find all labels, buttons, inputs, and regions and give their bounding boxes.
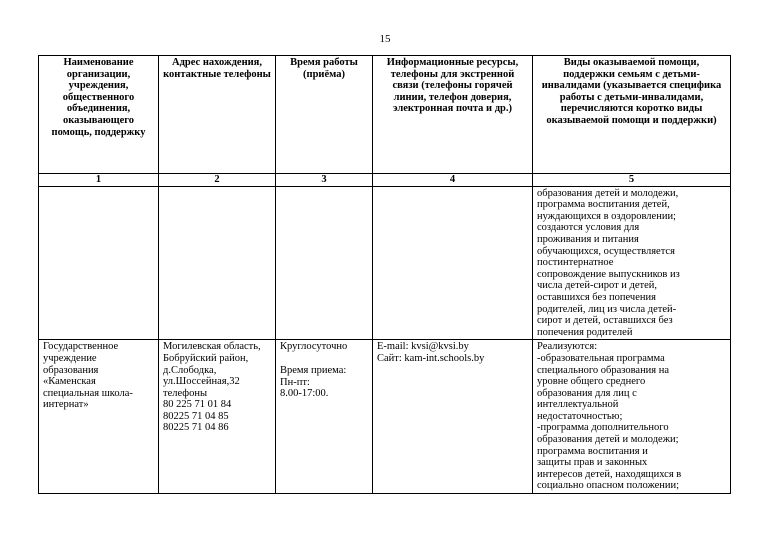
row2-info-cell [373,340,533,494]
row1-address-cell [159,186,276,340]
row1-hours-cell [276,186,373,340]
header-address: Адрес нахождения, контактные телефоны [159,56,276,174]
column-number-3: 3 [276,174,373,187]
help-line: попечения родителей [537,326,633,338]
help-line: интеллектуальной [537,399,619,411]
help-line: социально опасном положении; [537,480,680,492]
column-number-2: 2 [159,174,276,187]
address-line: Могилевская область, [163,341,261,353]
row1-help-cell [533,186,731,340]
row2-organization-cell [39,340,159,494]
header-info-resources: Информационные ресурсы, телефоны для экстренной связи (телефоны горячей линии, телефон доверия, электронная почта и др.) [373,56,533,174]
help-line: недостаточностью; [537,410,623,422]
address-line: Бобруйский район, [163,352,249,364]
column-number-5: 5 [533,174,731,187]
help-line: сопровождение выпускников из [537,268,680,280]
help-line: нуждающихся в оздоровлении; [537,210,676,222]
header-hours: Время работы (приёма) [276,56,373,174]
phone-number: 80225 71 04 85 [163,410,229,422]
column-numbers-row [39,174,731,187]
header-help-types: Виды оказываемой помощи, поддержки семьям с детьми-инвалидами (указывается специфика работы с детьми-инвалидами, перечисляются коротко виды оказываемой помощи и поддержки) [533,56,731,174]
help-line: программа воспитания детей, [537,199,670,211]
help-line: сирот и детей, оставшихся без [537,315,673,327]
help-line: защиты прав и законных [537,457,648,469]
row2-help-cell [533,340,731,494]
help-line: образования детей и молодежи, [537,187,679,199]
help-line: постинтернатное [537,257,614,269]
row2-address-cell [159,340,276,494]
organization-line: образования [43,364,99,376]
email-link[interactable]: E-mail: kvsi@kvsi.by [377,341,469,353]
help-line: родителей, лиц из числа детей- [537,303,677,315]
help-line: оставшихся без попечения [537,291,656,303]
hours-label: Время приема: [280,364,347,376]
table-row [39,186,731,340]
column-number-1: 1 [39,174,159,187]
hours-time: 8.00-17:00. [280,388,329,400]
address-line: д.Слободка, [163,364,217,376]
hours-main: Круглосуточно [280,341,348,353]
address-line: телефоны [163,387,208,399]
help-line: образования детей и молодежи; [537,434,679,446]
row1-organization-cell [39,186,159,340]
hours-gap [280,353,368,365]
organization-line: Государственное [43,341,119,353]
table-row [39,340,731,494]
hours-days: Пн-пт: [280,376,310,388]
address-line: ул.Шоссейная,32 [163,376,240,388]
organization-line: учреждение [43,352,97,364]
help-line: Реализуются: [537,341,598,353]
organization-line: «Каменская [43,376,96,388]
support-organizations-table [38,55,731,494]
organization-line: специальная школа- [43,387,133,399]
help-line: специального образования на [537,364,670,376]
row2-hours-cell [276,340,373,494]
help-line: образования для лиц с [537,387,637,399]
phone-number: 80 225 71 01 84 [163,399,232,411]
help-line: программа воспитания и [537,445,648,457]
help-line: создаются условия для [537,222,640,234]
header-row [39,56,731,174]
column-number-4: 4 [373,174,533,187]
help-line: -программа дополнительного [537,422,669,434]
phone-number: 80225 71 04 86 [163,422,229,434]
page-number: 15 [379,33,391,45]
website-link[interactable]: Сайт: kam-int.schools.by [377,352,485,364]
help-line: обучающихся, осуществляется [537,245,675,257]
header-organization: Наименование организации, учреждения, общественного объединения, оказывающего помощь, поддержку [39,56,159,174]
help-line: числа детей-сирот и детей, [537,280,658,292]
row1-info-cell [373,186,533,340]
help-line: интересов детей, находящихся в [537,468,682,480]
help-line: проживания и питания [537,233,639,245]
help-line: -образовательная программа [537,352,665,364]
organization-line: интернат» [43,399,89,411]
help-line: уровне общего среднего [537,376,646,388]
